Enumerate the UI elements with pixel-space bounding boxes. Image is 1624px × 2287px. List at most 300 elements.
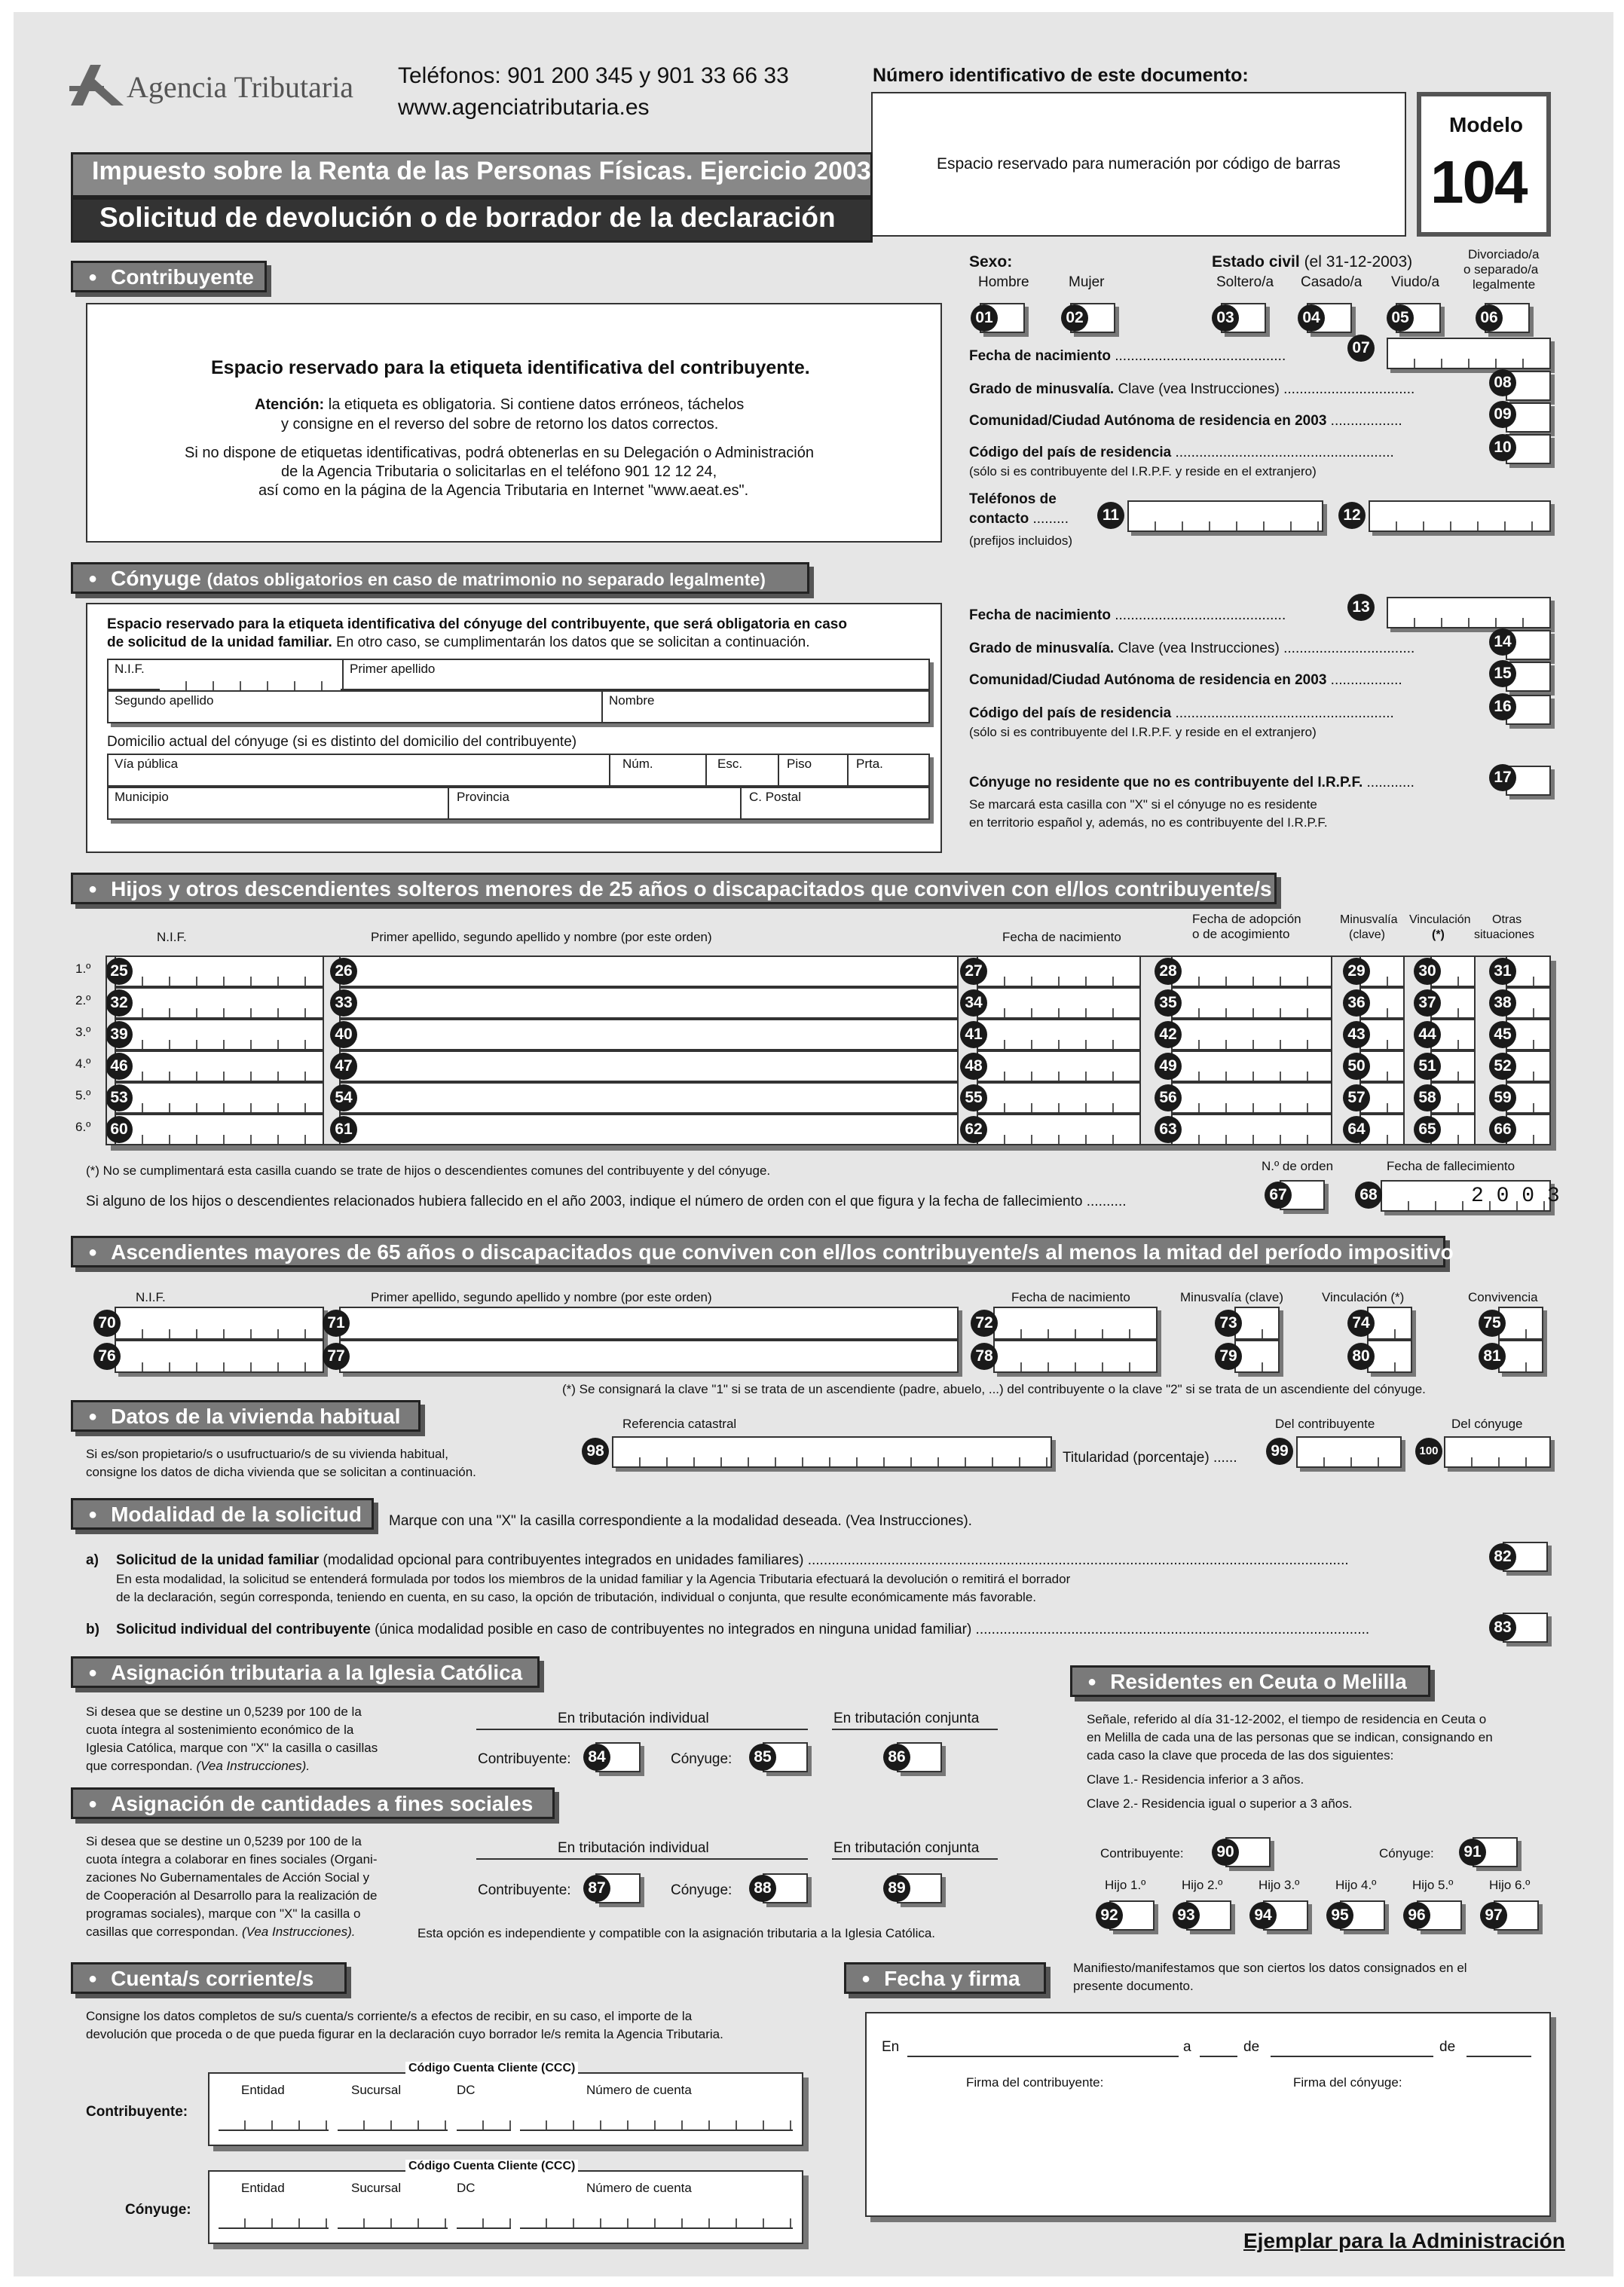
- section-conyuge: [71, 562, 809, 594]
- conyuge-prta-label[interactable]: Prta.: [856, 757, 883, 771]
- firma-manifiesto-2: presente documento.: [1073, 1979, 1194, 1993]
- iglesia-conjunta-line: [832, 1729, 998, 1730]
- conyuge-fecha-nac-text: Fecha de nacimiento: [969, 607, 1111, 623]
- box-num-89: 89: [883, 1875, 910, 1902]
- hijos-nombre-field[interactable]: [339, 1050, 959, 1082]
- box-num-61: 61: [330, 1116, 357, 1143]
- hijos-nombre-field[interactable]: [339, 987, 959, 1019]
- asc-fecha-nac-field[interactable]: [993, 1307, 1158, 1340]
- divider: [609, 754, 610, 787]
- n-orden-label: N.º de orden: [1262, 1159, 1334, 1173]
- ref-catastral-field[interactable]: [612, 1436, 1052, 1468]
- conyuge-apellido2-row: [107, 690, 930, 723]
- box-num-32: 32: [106, 989, 133, 1017]
- estado-civil-label: [1212, 253, 1412, 271]
- ceuta-text-2: en Melilla de cada una de las personas que se indican, consignando en: [1087, 1730, 1493, 1744]
- box-num-46: 46: [106, 1053, 133, 1080]
- conyuge-codigo-pais-label: Código del país de residencia .......................................................: [969, 705, 1394, 721]
- firma-conyuge-label: Firma del cónyuge:: [1293, 2075, 1402, 2090]
- hijos-nombre-field[interactable]: [339, 1019, 959, 1050]
- firma-mes-line[interactable]: [1271, 2056, 1433, 2057]
- fines-text-5: programas sociales), marque con "X" la casilla o: [86, 1906, 361, 1921]
- box-num-72: 72: [971, 1310, 998, 1337]
- hijos-nif-field[interactable]: [115, 1019, 324, 1050]
- conyuge-domicilio-label: Domicilio actual del cónyuge (si es distinto del domicilio del contribuyente): [107, 734, 577, 750]
- conyuge-section-note: (datos obligatorios en caso de matrimonio no separado legalmente): [206, 570, 766, 589]
- fines-opcion-note: Esta opción es independiente y compatible con la asignación tributaria a la Iglesia Católica.: [417, 1926, 936, 1940]
- iglesia-text-4: [86, 1759, 310, 1774]
- cuenta-contribuyente-entidad-field[interactable]: [219, 2101, 329, 2131]
- conyuge-provincia-label[interactable]: Provincia: [457, 790, 509, 804]
- cuenta-numero-label: Número de cuenta: [586, 2083, 692, 2097]
- ceuta-hijo-label: Hijo 3.º: [1259, 1878, 1300, 1892]
- contrib-atencion2: y consigne en el reverso del sobre de retorno los datos correctos.: [281, 416, 719, 433]
- hijos-fecha-adop-field[interactable]: [1171, 1050, 1332, 1082]
- box-num-82: 82: [1489, 1543, 1516, 1570]
- box-num-09: 09: [1489, 401, 1516, 428]
- hijos-nombre-field[interactable]: [339, 1082, 959, 1114]
- cuentas-text-2: devolución que proceda o de que pueda figurar en la declaración cuyo borrador le/s remita la Agencia Tributaria.: [86, 2027, 723, 2041]
- conyuge-minusvalia-clave: Clave (vea Instrucciones): [1118, 641, 1280, 656]
- hijos-note: (*) No se cumplimentará esta casilla cuando se trate de hijos o descendientes comunes del contribuyente y del cónyuge.: [86, 1163, 771, 1178]
- box-num-54: 54: [330, 1084, 357, 1111]
- box-num-55: 55: [960, 1084, 987, 1111]
- cuenta-contribuyente-label: Contribuyente:: [86, 2104, 188, 2120]
- fecha-fall-label: Fecha de fallecimiento: [1387, 1159, 1515, 1173]
- no-residente-note-2: en territorio español y, además, no es contribuyente del I.R.P.F.: [969, 815, 1328, 830]
- box-num-11: 11: [1097, 502, 1124, 529]
- divorciado-label-1: Divorciado/a: [1468, 247, 1540, 261]
- conyuge-via-label[interactable]: Vía pública: [115, 757, 179, 771]
- box-num-51: 51: [1414, 1053, 1441, 1080]
- box-num-70: 70: [93, 1310, 121, 1337]
- hijos-fecha-adop-field[interactable]: [1171, 1082, 1332, 1114]
- no-residente-text: Cónyuge no residente que no es contribuyente del I.R.P.F.: [969, 775, 1363, 790]
- contrib-atencion: [255, 396, 744, 414]
- hijos-nombre-header: Primer apellido, segundo apellido y nombre (por este orden): [371, 930, 712, 944]
- box-num-29: 29: [1343, 958, 1370, 985]
- box-num-43: 43: [1343, 1021, 1370, 1048]
- modalidad-a-bold: Solicitud de la unidad familiar: [116, 1552, 320, 1568]
- hijos-nif-field[interactable]: [115, 1050, 324, 1082]
- box-num-40: 40: [330, 1021, 357, 1048]
- fines-conjunta-header: En tributación conjunta: [833, 1840, 980, 1856]
- hijos-fecha-adop-field[interactable]: [1171, 955, 1332, 987]
- hijos-fecha-adop-header-2: o de acogimiento: [1192, 927, 1290, 941]
- hijos-row-order: 5.º: [75, 1088, 91, 1102]
- conyuge-num-label[interactable]: Núm.: [622, 757, 653, 771]
- divorciado-label-3: legalmente: [1473, 277, 1536, 292]
- conyuge-fecha-nac-field[interactable]: [1387, 597, 1551, 628]
- telefonos-label-2: contacto .........: [969, 511, 1069, 527]
- firma-manifiesto-1: Manifiesto/manifestamos que son ciertos los datos consignados en el: [1073, 1961, 1467, 1975]
- asc-nif-field[interactable]: [115, 1307, 324, 1340]
- conyuge-cpostal-label[interactable]: C. Postal: [749, 790, 801, 804]
- phones: Teléfonos: 901 200 345 y 901 33 66 33: [398, 63, 789, 88]
- box-num-95: 95: [1326, 1902, 1353, 1929]
- box-num-80: 80: [1347, 1343, 1375, 1370]
- telefono-1-field[interactable]: [1127, 500, 1323, 532]
- iglesia-text-4b: (Vea Instrucciones).: [196, 1759, 310, 1773]
- soltero-label: Soltero/a: [1216, 274, 1274, 290]
- iglesia-individual-line: [476, 1729, 808, 1730]
- hijos-nif-field[interactable]: [115, 1082, 324, 1114]
- box-num-14: 14: [1489, 628, 1516, 656]
- fines-text-6b: (Vea Instrucciones).: [241, 1925, 356, 1939]
- conyuge-municipio-row: [107, 787, 930, 820]
- conyuge-esc-label[interactable]: Esc.: [717, 757, 743, 771]
- box-num-38: 38: [1489, 989, 1516, 1017]
- conyuge-minusvalia-bold: Grado de minusvalía.: [969, 641, 1115, 656]
- firma-anio-line[interactable]: [1466, 2056, 1531, 2057]
- box-num-73: 73: [1215, 1310, 1242, 1337]
- box-num-86: 86: [883, 1744, 910, 1771]
- box-num-100: 100: [1415, 1438, 1442, 1465]
- cuenta-sucursal-label: Sucursal: [351, 2083, 402, 2097]
- firma-de-label-2: de: [1439, 2039, 1456, 2055]
- modalidad-a-rest: (modalidad opcional para contribuyentes integrados en unidades familiares) ........................................................................................................................................: [323, 1552, 1349, 1568]
- box-num-30: 30: [1414, 958, 1441, 985]
- asc-nombre-field[interactable]: [339, 1307, 959, 1340]
- conyuge-section-title: Cónyuge: [111, 567, 201, 590]
- box-num-71: 71: [323, 1310, 350, 1337]
- comunidad-text: Comunidad/Ciudad Autónoma de residencia en 2003: [969, 413, 1327, 429]
- section-modalidad: ● Modalidad de la solicitud: [71, 1498, 374, 1530]
- vivienda-text-2: consigne los datos de dicha vivienda que se solicitan a continuación.: [86, 1465, 476, 1479]
- box-num-47: 47: [330, 1053, 357, 1080]
- ceuta-hijo-label: Hijo 6.º: [1489, 1878, 1531, 1892]
- firma-de-label-1: de: [1243, 2039, 1260, 2055]
- box-num-01: 01: [971, 304, 998, 332]
- hijos-row-order: 2.º: [75, 993, 91, 1007]
- conyuge-comunidad-label: Comunidad/Ciudad Autónoma de residencia en 2003 ..................: [969, 672, 1402, 688]
- iglesia-text-4a: que correspondan.: [86, 1759, 193, 1773]
- box-num-17: 17: [1489, 764, 1516, 791]
- cuenta-conyuge-entidad-field[interactable]: [219, 2199, 329, 2229]
- hijos-nombre-field[interactable]: [339, 1114, 959, 1145]
- conyuge-minusvalia-label: Grado de minusvalía. Clave (vea Instrucciones) .................................: [969, 641, 1415, 656]
- cuenta-ccc-label: Código Cuenta Cliente (CCC): [405, 2062, 578, 2075]
- conyuge-label-2-bold: de solicitud de la unidad familiar.: [107, 634, 332, 650]
- box-num-74: 74: [1347, 1310, 1375, 1337]
- box-num-91: 91: [1459, 1839, 1486, 1866]
- prefijos-label: (prefijos incluidos): [969, 534, 1072, 548]
- asc-nif-field[interactable]: [115, 1340, 324, 1373]
- modalidad-instruction: Marque con una "X" la casilla correspondiente a la modalidad deseada. (Vea Instrucciones).: [389, 1513, 972, 1529]
- fines-text-6: [86, 1925, 356, 1940]
- comunidad-label: Comunidad/Ciudad Autónoma de residencia en 2003 ..................: [969, 413, 1402, 429]
- hijos-vinculacion-header-2: (*): [1432, 928, 1445, 941]
- del-contrib-label: Del contribuyente: [1275, 1417, 1375, 1431]
- titularidad-label: Titularidad (porcentaje) ......: [1063, 1450, 1237, 1466]
- hijos-fecha-adop-field[interactable]: [1171, 1114, 1332, 1145]
- box-num-97: 97: [1480, 1902, 1507, 1929]
- fecha-nac-label: Fecha de nacimiento ...........................................: [969, 348, 1286, 364]
- hijos-fecha-adop-header-1: Fecha de adopción: [1192, 912, 1301, 926]
- box-num-25: 25: [106, 958, 133, 985]
- iglesia-text-2: cuota íntegra al sostenimiento económico de la: [86, 1723, 354, 1737]
- vivienda-text-1: Si es/son propietario/s o usufructuario/s de su vivienda habitual,: [86, 1447, 448, 1461]
- viudo-label: Viudo/a: [1391, 274, 1440, 290]
- ceuta-hijo-label: Hijo 2.º: [1182, 1878, 1223, 1892]
- box-num-04: 04: [1298, 304, 1325, 332]
- asc-convivencia-header: Convivencia: [1468, 1290, 1538, 1304]
- ceuta-hijo-label: Hijo 4.º: [1335, 1878, 1377, 1892]
- cuenta-dc-label: DC: [457, 2083, 476, 2097]
- ceuta-clave-1: Clave 1.- Residencia inferior a 3 años.: [1087, 1772, 1304, 1787]
- cuenta-conyuge-numero-field[interactable]: [520, 2199, 793, 2229]
- hijos-fecha-adop-field[interactable]: [1171, 1019, 1332, 1050]
- hijos-nombre-field[interactable]: [339, 955, 959, 987]
- divider: [342, 659, 344, 690]
- box-num-52: 52: [1489, 1053, 1516, 1080]
- box-num-96: 96: [1403, 1902, 1430, 1929]
- conyuge-nif-label: N.I.F.: [115, 662, 145, 676]
- divider: [601, 690, 603, 723]
- box-num-50: 50: [1343, 1053, 1370, 1080]
- box-num-60: 60: [106, 1116, 133, 1143]
- box-num-37: 37: [1414, 989, 1441, 1017]
- agency-logo-icon: [68, 62, 128, 110]
- hijos-fecha-nac-field[interactable]: [977, 955, 1141, 987]
- asc-nombre-field[interactable]: [339, 1340, 959, 1373]
- box-num-77: 77: [323, 1343, 350, 1370]
- box-num-90: 90: [1212, 1839, 1239, 1866]
- box-num-85: 85: [749, 1744, 776, 1771]
- box-num-48: 48: [960, 1053, 987, 1080]
- box-num-76: 76: [93, 1343, 121, 1370]
- hijos-fecha-nac-field[interactable]: [977, 1082, 1141, 1114]
- box-num-13: 13: [1347, 594, 1375, 621]
- box-num-44: 44: [1414, 1021, 1441, 1048]
- ceuta-text-1: Señale, referido al día 31-12-2002, el tiempo de residencia en Ceuta o: [1087, 1712, 1487, 1726]
- hijos-row-order: 6.º: [75, 1120, 91, 1134]
- firma-en-label: En: [882, 2039, 900, 2055]
- conyuge-apellido2-label[interactable]: Segundo apellido: [115, 693, 214, 708]
- estado-fecha: (el 31-12-2003): [1304, 253, 1413, 271]
- modelo-label: Modelo: [1449, 113, 1523, 136]
- box-num-36: 36: [1343, 989, 1370, 1017]
- agency-name: Agencia Tributaria: [127, 70, 354, 104]
- atencion-text: la etiqueta es obligatoria. Si contiene datos erróneos, táchelos: [328, 396, 745, 413]
- asc-nif-header: N.I.F.: [136, 1290, 166, 1304]
- modalidad-b-rest: (única modalidad posible en caso de contribuyentes no integrados en ninguna unidad familiar) ...................................................................................................: [375, 1622, 1370, 1637]
- firma-dia-line[interactable]: [1200, 2056, 1237, 2057]
- del-conyuge-label: Del cónyuge: [1451, 1417, 1523, 1431]
- hijos-fecha-nac-field[interactable]: [977, 1050, 1141, 1082]
- iglesia-contribuyente-label: Contribuyente:: [478, 1751, 571, 1767]
- codigo-pais-text: Código del país de residencia: [969, 445, 1172, 460]
- section-firma: ● Fecha y firma: [844, 1962, 1046, 1994]
- hijos-row-order: 1.º: [75, 962, 91, 976]
- box-num-79: 79: [1215, 1343, 1242, 1370]
- iglesia-conjunta-header: En tributación conjunta: [833, 1711, 980, 1726]
- iglesia-text-1: Si desea que se destine un 0,5239 por 100 de la: [86, 1705, 362, 1719]
- fines-contribuyente-label: Contribuyente:: [478, 1882, 571, 1898]
- box-num-83: 83: [1489, 1614, 1516, 1641]
- divider: [705, 754, 707, 787]
- hijos-minusvalia-header-1: Minusvalía: [1340, 913, 1398, 926]
- firma-lugar-line[interactable]: [907, 2056, 1179, 2057]
- cuenta-contribuyente-sucursal-field[interactable]: [338, 2101, 448, 2131]
- asc-fecha-nac-field[interactable]: [993, 1340, 1158, 1373]
- conyuge-nif-field[interactable]: [160, 672, 341, 690]
- fines-text-3: zaciones No Gubernamentales de Acción Social y: [86, 1870, 370, 1885]
- modalidad-a-text: [116, 1552, 1349, 1569]
- conyuge-fecha-nac-label: Fecha de nacimiento ...........................................: [969, 607, 1286, 623]
- box-num-12: 12: [1338, 502, 1366, 529]
- casado-label: Casado/a: [1301, 274, 1363, 290]
- section-hijos: ● Hijos y otros descendientes solteros menores de 25 años o discapacitados que conviven con el/los contribuyente/s: [71, 873, 1277, 904]
- hijos-otras-header-2: situaciones: [1474, 928, 1535, 941]
- conyuge-codigo-pais-note: (sólo si es contribuyente del I.R.P.F. y reside en el extranjero): [969, 725, 1317, 739]
- cuenta-contribuyente-numero-field[interactable]: [520, 2101, 793, 2131]
- modalidad-a-desc-1: En esta modalidad, la solicitud se entenderá formulada por todos los miembros de la unidad familiar y la Agencia Tributaria efectuará la devolución o remitirá el borrador: [116, 1572, 1071, 1586]
- hijos-fecha-nac-field[interactable]: [977, 1019, 1141, 1050]
- box-num-31: 31: [1489, 958, 1516, 985]
- ceuta-clave-2: Clave 2.- Residencia igual o superior a 3 años.: [1087, 1796, 1353, 1811]
- hijos-otras-header-1: Otras: [1492, 913, 1522, 926]
- barcode-text: Espacio reservado para numeración por código de barras: [937, 155, 1341, 173]
- box-num-63: 63: [1155, 1116, 1182, 1143]
- cuenta-conyuge-label: Cónyuge:: [125, 2202, 191, 2218]
- atencion-bold: Atención:: [255, 396, 325, 413]
- ceuta-conyuge-label: Cónyuge:: [1379, 1846, 1434, 1860]
- title-2: Solicitud de devolución o de borrador de la declaración: [99, 202, 836, 233]
- box-num-98: 98: [582, 1438, 609, 1465]
- hijos-fecha-adop-field[interactable]: [1171, 987, 1332, 1019]
- conyuge-apellido1-label[interactable]: Primer apellido: [350, 662, 436, 676]
- modalidad-b-label: b): [86, 1622, 99, 1637]
- hijos-fecha-nac-field[interactable]: [977, 987, 1141, 1019]
- telefonos-label-1: Teléfonos de: [969, 491, 1057, 507]
- conyuge-municipio-label[interactable]: Municipio: [115, 790, 169, 804]
- website: www.agenciatributaria.es: [398, 95, 650, 120]
- box-num-49: 49: [1155, 1053, 1182, 1080]
- box-num-92: 92: [1096, 1902, 1123, 1929]
- box-num-84: 84: [583, 1744, 610, 1771]
- sexo-label: Sexo:: [969, 253, 1013, 271]
- fines-text-1: Si desea que se destine un 0,5239 por 100 de la: [86, 1834, 362, 1848]
- box-num-56: 56: [1155, 1084, 1182, 1111]
- mujer-label: Mujer: [1069, 274, 1105, 290]
- iglesia-individual-header: En tributación individual: [558, 1711, 709, 1726]
- box-num-53: 53: [106, 1084, 133, 1111]
- conyuge-label-1: Espacio reservado para la etiqueta identificativa del cónyuge del contribuyente, que será obligatoria en caso: [107, 616, 847, 632]
- box-num-81: 81: [1479, 1343, 1506, 1370]
- asc-vinculacion-header: Vinculación (*): [1322, 1290, 1405, 1304]
- box-num-26: 26: [330, 958, 357, 985]
- box-num-93: 93: [1173, 1902, 1200, 1929]
- cuenta-conyuge-dc-field[interactable]: [457, 2199, 511, 2229]
- contrib-label-title: Espacio reservado para la etiqueta identificativa del contribuyente.: [211, 357, 810, 378]
- form-page: [14, 12, 1613, 2276]
- hijos-fallecido-text: Si alguno de los hijos o descendientes relacionados hubiera fallecido en el año 2003, indique el número de orden con el que figura y la fecha de fallecimiento ..........: [86, 1194, 1127, 1209]
- fecha-nac-text: Fecha de nacimiento: [969, 348, 1111, 364]
- telefonos-text: contacto: [969, 511, 1029, 527]
- no-residente-note-1: Se marcará esta casilla con "X" si el cónyuge no es residente: [969, 797, 1317, 812]
- hijos-fecha-nac-header: Fecha de nacimiento: [1002, 930, 1121, 944]
- box-num-07: 07: [1347, 335, 1375, 362]
- hijos-vinculacion-header-1: Vinculación: [1409, 913, 1471, 926]
- ceuta-hijo-label: Hijo 1.º: [1105, 1878, 1146, 1892]
- cuenta-sucursal-label: Sucursal: [351, 2181, 402, 2195]
- hijos-nif-field[interactable]: [115, 955, 324, 987]
- cuenta-contribuyente-dc-field[interactable]: [457, 2101, 511, 2131]
- divider: [448, 787, 449, 820]
- cuenta-numero-label: Número de cuenta: [586, 2181, 692, 2195]
- fines-text-6a: casillas que correspondan.: [86, 1925, 239, 1939]
- iglesia-conyuge-label: Cónyuge:: [671, 1751, 732, 1767]
- box-num-35: 35: [1155, 989, 1182, 1017]
- contrib-info1: Si no dispone de etiquetas identificativas, podrá obtenerlas en su Delegación o Administración: [185, 445, 814, 461]
- firma-contrib-label: Firma del contribuyente:: [966, 2075, 1104, 2090]
- box-num-64: 64: [1343, 1116, 1370, 1143]
- box-num-16: 16: [1489, 693, 1516, 720]
- hijos-minusvalia-header-2: (clave): [1349, 928, 1386, 941]
- divider: [847, 754, 849, 787]
- fines-conyuge-label: Cónyuge:: [671, 1882, 732, 1898]
- conyuge-piso-label[interactable]: Piso: [787, 757, 812, 771]
- conyuge-codigo-pais-text: Código del país de residencia: [969, 705, 1172, 721]
- box-num-03: 03: [1212, 304, 1239, 332]
- titularidad-contrib-field[interactable]: [1296, 1436, 1402, 1468]
- hijos-nif-field[interactable]: [115, 1114, 324, 1145]
- divider: [740, 787, 742, 820]
- ref-catastral-label: Referencia catastral: [622, 1417, 737, 1431]
- box-num-02: 02: [1061, 304, 1088, 332]
- modelo-number: 104: [1430, 148, 1527, 216]
- iglesia-text-3: Iglesia Católica, marque con "X" la casilla o casillas: [86, 1741, 378, 1755]
- minusvalia-label: Grado de minusvalía. Clave (vea Instrucciones) .................................: [969, 381, 1415, 397]
- hijos-fecha-nac-field[interactable]: [977, 1114, 1141, 1145]
- asc-note: (*) Se consignará la clave "1" si se trata de un ascendiente (padre, abuelo, ...) del contribuyente o la clave "2" si se trata de un ascendiente del cónyuge.: [562, 1382, 1426, 1396]
- box-num-68: 68: [1355, 1182, 1382, 1209]
- estado-civil-bold: Estado civil: [1212, 253, 1300, 271]
- no-residente-label: Cónyuge no residente que no es contribuyente del I.R.P.F. ............: [969, 775, 1415, 790]
- box-num-57: 57: [1343, 1084, 1370, 1111]
- box-num-08: 08: [1489, 369, 1516, 396]
- fines-conjunta-line: [832, 1858, 998, 1860]
- firma-a-label: a: [1183, 2039, 1191, 2055]
- conyuge-nombre-label[interactable]: Nombre: [609, 693, 655, 708]
- box-num-66: 66: [1489, 1116, 1516, 1143]
- telefono-2-field[interactable]: [1369, 500, 1551, 532]
- fecha-nac-field[interactable]: [1387, 338, 1551, 369]
- box-num-15: 15: [1489, 660, 1516, 687]
- cuenta-conyuge-sucursal-field[interactable]: [338, 2199, 448, 2229]
- box-num-34: 34: [960, 989, 987, 1017]
- titularidad-conyuge-field[interactable]: [1444, 1436, 1551, 1468]
- section-cuentas: ● Cuenta/s corriente/s: [71, 1962, 347, 1994]
- modalidad-a-label: a): [86, 1552, 99, 1568]
- modalidad-b-bold: Solicitud individual del contribuyente: [116, 1622, 371, 1637]
- box-num-78: 78: [971, 1343, 998, 1370]
- box-num-06: 06: [1476, 304, 1503, 332]
- fines-text-4: de Cooperación al Desarrollo para la realización de: [86, 1888, 378, 1903]
- asc-minusvalia-header: Minusvalía (clave): [1180, 1290, 1283, 1304]
- conyuge-label-2-rest: En otro caso, se cumplimentarán los datos que se solicitan a continuación.: [336, 634, 810, 650]
- asc-fecha-nac-header: Fecha de nacimiento: [1011, 1290, 1130, 1304]
- hijos-nif-field[interactable]: [115, 987, 324, 1019]
- box-num-58: 58: [1414, 1084, 1441, 1111]
- box-num-99: 99: [1266, 1438, 1293, 1465]
- box-num-87: 87: [583, 1875, 610, 1902]
- ceuta-hijo-label: Hijo 5.º: [1412, 1878, 1454, 1892]
- section-contribuyente: ● Contribuyente: [71, 261, 267, 292]
- codigo-pais-label: Código del país de residencia .......................................................: [969, 445, 1394, 460]
- minusvalia-clave: Clave (vea Instrucciones): [1118, 381, 1280, 397]
